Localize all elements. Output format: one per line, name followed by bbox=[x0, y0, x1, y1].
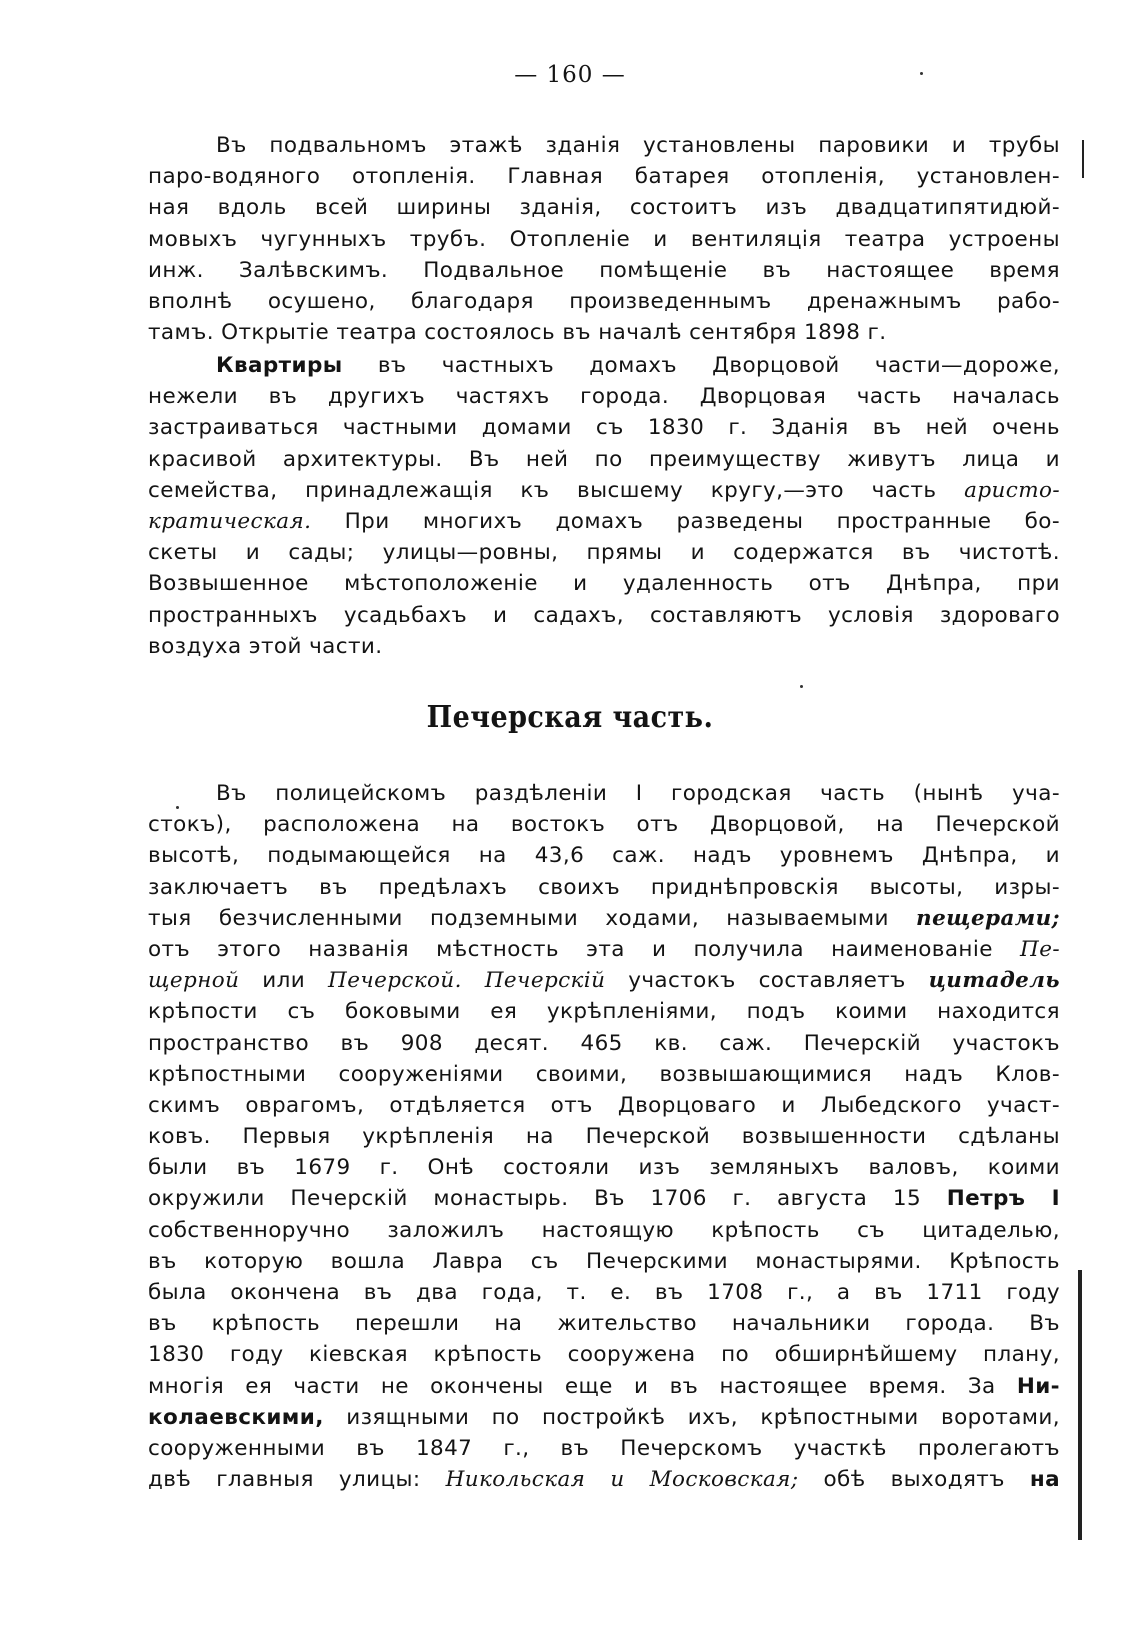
text-line: пространство въ 908 десят. 465 кв. саж. Печерскій участокъ bbox=[148, 1030, 1060, 1056]
text-run: изящными по постройкѣ ихъ, крѣпостными воротами, bbox=[323, 1404, 1060, 1430]
text-line bbox=[148, 1402, 1060, 1433]
text-line: воздуха этой части. bbox=[148, 633, 383, 659]
bold-term: колаевскими, bbox=[148, 1404, 324, 1430]
text-run: При многихъ домахъ разведены пространные бо- bbox=[311, 508, 1060, 534]
text-run: многія ея части не окончены еще и въ настоящее время. За bbox=[148, 1373, 1017, 1399]
scan-speck bbox=[800, 685, 803, 688]
section-heading: Печерская часть. bbox=[426, 700, 714, 735]
bold-term: Петръ I bbox=[946, 1186, 1060, 1212]
text-line: въ крѣпость перешли на жительство начальники города. Въ bbox=[148, 1311, 1060, 1337]
text-line: крѣпостными сооруженіями своими, возвышающимися надъ Клов- bbox=[148, 1061, 1060, 1087]
text-line: Въ полицейскомъ раздѣленіи I городская часть (нынѣ уча- bbox=[216, 781, 1060, 806]
text-line: красивой архитектуры. Въ ней по преимуществу живутъ лица и bbox=[148, 446, 1060, 472]
text-line: паро-водяного отопленія. Главная батарея отопленія, установлен- bbox=[148, 164, 1060, 190]
scan-speck bbox=[176, 806, 179, 809]
text-run: отъ этого названія мѣстность эта и получила наименованіе bbox=[148, 936, 1021, 962]
text-line bbox=[148, 965, 1060, 996]
text-line: Въ подвальномъ этажѣ зданія установлены паровики и трубы bbox=[216, 133, 1060, 158]
text-line: тамъ. Открытіе театра состоялось въ началѣ сентября 1898 г. bbox=[148, 320, 887, 346]
text-line: скеты и сады; улицы—ровны, прямы и содержатся въ чистотѣ. bbox=[148, 540, 1060, 566]
paragraph-apartments bbox=[148, 350, 1060, 662]
text-line: заключаетъ въ предѣлахъ своихъ приднѣпровскія высоты, изры- bbox=[148, 874, 1060, 900]
text-line: сооруженными въ 1847 г., въ Печерскомъ участкѣ пролегаютъ bbox=[148, 1435, 1060, 1461]
italic-term: Пе- bbox=[1020, 936, 1060, 962]
text-line: были въ 1679 г. Онѣ состояли изъ земляныхъ валовъ, коими bbox=[148, 1155, 1060, 1181]
text-line bbox=[148, 1371, 1060, 1402]
text-run: или bbox=[239, 968, 329, 994]
paragraph-heating bbox=[148, 130, 1060, 348]
italic-term: Печерской. Печерскій bbox=[328, 968, 606, 994]
text-line bbox=[148, 350, 1060, 381]
scan-speck bbox=[920, 72, 923, 75]
text-line: ная вдоль всей ширины зданія, состоитъ изъ двадцатипятидюй- bbox=[148, 195, 1060, 221]
text-run: окружили Печерскій монастырь. Въ 1706 г. августа 15 bbox=[148, 1186, 947, 1212]
text-run: семейства, принадлежащія къ высшему кругу,—это часть bbox=[148, 477, 965, 503]
text-line bbox=[148, 506, 1060, 537]
italic-term: щерной bbox=[148, 968, 240, 994]
scan-edge-mark bbox=[1078, 1270, 1082, 1540]
bold-term: на bbox=[1029, 1467, 1060, 1493]
text-run: участокъ составляетъ bbox=[605, 968, 929, 994]
paragraph-pechersk bbox=[148, 778, 1060, 1495]
page-number: — 160 — bbox=[514, 62, 626, 88]
text-line: высотѣ, подымающейся на 43,6 саж. надъ уровнемъ Днѣпра, и bbox=[148, 843, 1060, 869]
text-run: въ частныхъ домахъ Дворцовой части—дороже, bbox=[342, 353, 1060, 378]
text-line bbox=[148, 475, 1060, 506]
text-line: Возвышенное мѣстоположеніе и удаленность отъ Днѣпра, при bbox=[148, 571, 1060, 597]
text-line: въ которую вошла Лавра съ Печерскими монастырями. Крѣпость bbox=[148, 1248, 1060, 1274]
text-line bbox=[148, 903, 1060, 934]
italic-term: пещерами; bbox=[916, 905, 1060, 931]
text-run: тыя безчисленными подземными ходами, называемыми bbox=[148, 905, 917, 931]
text-line: застраиваться частными домами съ 1830 г. Зданія въ ней очень bbox=[148, 415, 1060, 441]
bold-term: Ни- bbox=[1016, 1373, 1060, 1399]
text-line: была окончена въ два года, т. е. въ 1708 г., а въ 1711 году bbox=[148, 1280, 1060, 1305]
text-line: стокъ), расположена на востокъ отъ Дворцовой, на Печерской bbox=[148, 812, 1060, 838]
text-line: крѣпости съ боковыми ея укрѣпленіями, подъ коими находится bbox=[148, 999, 1060, 1025]
text-line: вполнѣ осушено, благодаря произведеннымъ дренажнымъ рабо- bbox=[148, 288, 1060, 314]
italic-term: аристо- bbox=[964, 477, 1060, 503]
text-line bbox=[148, 1183, 1060, 1214]
italic-term: цитадель bbox=[928, 968, 1060, 994]
text-line: пространныхъ усадьбахъ и садахъ, составляютъ условія здороваго bbox=[148, 602, 1060, 628]
text-line: ковъ. Первыя укрѣпленія на Печерской возвышенности сдѣланы bbox=[148, 1124, 1060, 1150]
text-line bbox=[148, 934, 1060, 965]
text-line: собственноручно заложилъ настоящую крѣпость съ цитаделью, bbox=[148, 1217, 1060, 1243]
text-line: скимъ оврагомъ, отдѣляется отъ Дворцоваго и Лыбедского участ- bbox=[148, 1092, 1060, 1118]
term-kvartiry: Квартиры bbox=[216, 353, 343, 378]
text-line: инж. Залѣвскимъ. Подвальное помѣщеніе въ настоящее время bbox=[148, 257, 1060, 283]
text-line: 1830 году кіевская крѣпость сооружена по обширнѣйшему плану, bbox=[148, 1342, 1060, 1368]
text-run: двѣ главныя улицы: bbox=[148, 1467, 446, 1493]
text-line: нежели въ другихъ частяхъ города. Дворцовая часть началась bbox=[148, 384, 1060, 410]
scan-edge-mark bbox=[1082, 140, 1084, 178]
italic-term: кратическая. bbox=[148, 508, 312, 534]
text-line: мовыхъ чугунныхъ трубъ. Отопленіе и вентиляція театра устроены bbox=[148, 226, 1060, 252]
italic-term: Никольская и Московская; bbox=[445, 1467, 799, 1493]
text-line bbox=[148, 1464, 1060, 1495]
text-run: обѣ выходятъ bbox=[798, 1467, 1030, 1493]
